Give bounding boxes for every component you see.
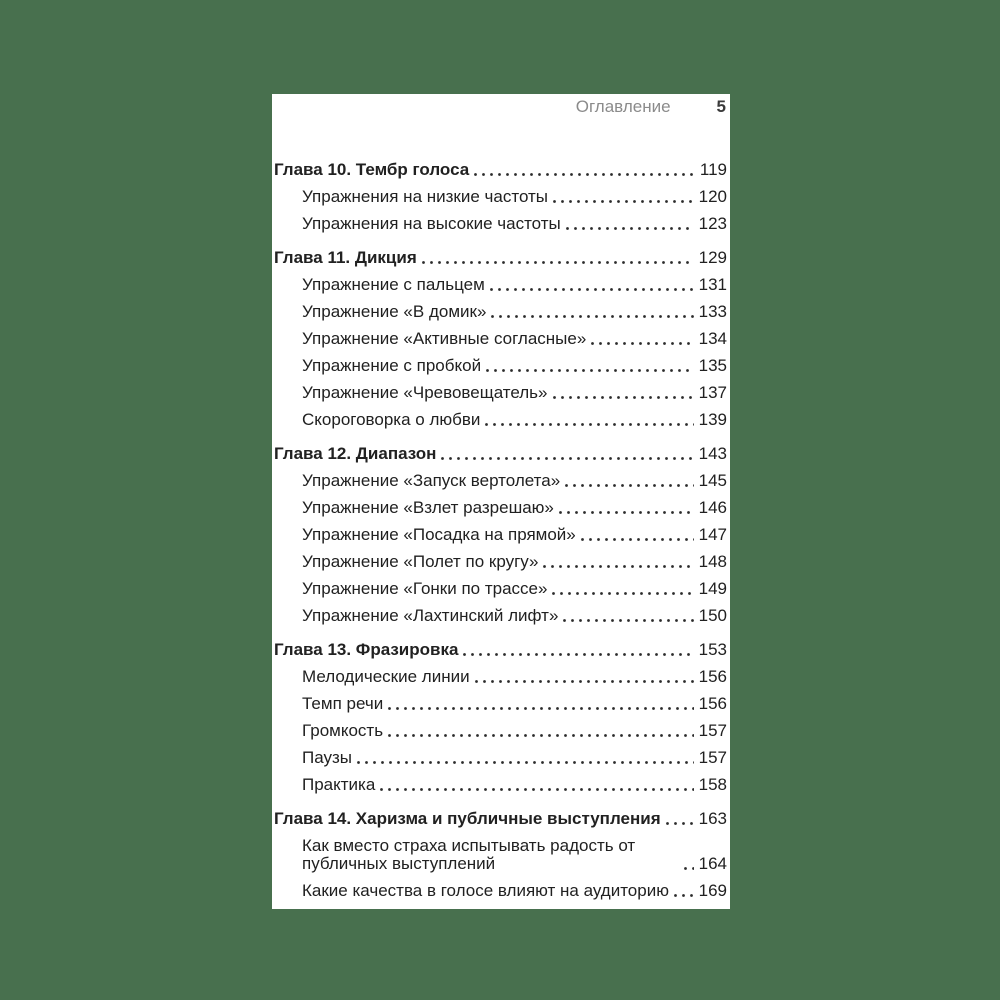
toc-entry-page-number: 153 <box>698 640 727 659</box>
toc-entry[interactable] <box>274 776 727 794</box>
toc-entry-label: Скороговорка о любви <box>302 410 481 429</box>
toc-entry-page-number: 149 <box>698 579 727 598</box>
dot-leader <box>357 761 694 764</box>
toc-entry[interactable] <box>274 722 727 740</box>
dot-leader <box>553 396 694 399</box>
dot-leader <box>474 173 695 176</box>
dot-leader <box>591 342 693 345</box>
toc-entry-page-number: 131 <box>698 275 727 294</box>
toc-entry-page-number: 134 <box>698 329 727 348</box>
toc-entry-page-number: 156 <box>698 667 727 686</box>
toc-entry-label: Как вместо страха испытывать радость от публичных выступлений <box>302 836 636 873</box>
toc-entry-label: Упражнение «Взлет разрешаю» <box>302 498 554 517</box>
dot-leader <box>463 653 693 656</box>
toc-entry-page-number: 169 <box>698 881 727 900</box>
toc-entry-page-number: 150 <box>698 606 727 625</box>
toc-entry-label: Какие качества в голосе влияют на аудиторию <box>302 881 669 900</box>
running-header <box>274 97 727 117</box>
toc-entry[interactable] <box>274 526 727 544</box>
toc-entry[interactable] <box>274 384 727 402</box>
dot-leader <box>666 822 694 825</box>
toc-entry-label: Упражнение «Посадка на прямой» <box>302 525 576 544</box>
dot-leader <box>490 288 694 291</box>
toc-entry-page-number: 147 <box>698 525 727 544</box>
running-header-title: Оглавление <box>575 97 671 116</box>
dot-leader <box>380 788 693 791</box>
toc-entry-label: Глава 11. Дикция <box>274 248 417 267</box>
toc-entry-page-number: 119 <box>699 160 727 179</box>
toc-entry-label: Упражнение «Полет по кругу» <box>302 552 539 571</box>
toc-entry-label: Упражнение «Лахтинский лифт» <box>302 606 559 625</box>
toc-entry[interactable] <box>274 641 727 659</box>
dot-leader <box>552 592 693 595</box>
toc-entry-label: Глава 13. Фразировка <box>274 640 459 659</box>
dot-leader <box>674 894 694 897</box>
toc-entry-label: Глава 12. Диапазон <box>274 444 437 463</box>
toc-page <box>272 94 730 909</box>
dot-leader <box>486 369 694 372</box>
toc-entry[interactable] <box>274 882 727 900</box>
toc-entry-page-number: 120 <box>698 187 727 206</box>
toc-entry[interactable] <box>274 215 727 233</box>
toc-entry[interactable] <box>274 580 727 598</box>
toc-entry-page-number: 129 <box>698 248 727 267</box>
toc-entry-label: Упражнения на низкие частоты <box>302 187 549 206</box>
toc-entry[interactable] <box>274 445 727 463</box>
dot-leader <box>475 680 694 683</box>
toc-entry-page-number: 148 <box>698 552 727 571</box>
toc-entry[interactable] <box>274 161 727 179</box>
toc-entry-label: Мелодические линии <box>302 667 470 686</box>
dot-leader <box>491 315 693 318</box>
toc-entry-label: Упражнение «Запуск вертолета» <box>302 471 561 490</box>
toc-entry-page-number: 156 <box>698 694 727 713</box>
toc-entry[interactable] <box>274 411 727 429</box>
toc-entry-label: Громкость <box>302 721 384 740</box>
toc-list <box>274 161 727 900</box>
toc-entry-label: Темп речи <box>302 694 384 713</box>
toc-entry-page-number: 158 <box>698 775 727 794</box>
toc-entry-page-number: 143 <box>698 444 727 463</box>
dot-leader <box>388 707 693 710</box>
toc-entry-page-number: 145 <box>698 471 727 490</box>
toc-entry-page-number: 157 <box>698 748 727 767</box>
toc-entry[interactable] <box>274 330 727 348</box>
dot-leader <box>441 457 693 460</box>
toc-entry-page-number: 146 <box>698 498 727 517</box>
dot-leader <box>563 619 693 622</box>
toc-entry-label: Практика <box>302 775 376 794</box>
toc-entry-page-number: 133 <box>698 302 727 321</box>
toc-entry[interactable] <box>274 303 727 321</box>
dot-leader <box>422 261 694 264</box>
toc-entry-label: Упражнения на высокие частоты <box>302 214 561 233</box>
toc-entry[interactable] <box>274 499 727 517</box>
toc-entry[interactable] <box>274 810 727 828</box>
toc-entry[interactable] <box>274 837 727 873</box>
toc-entry[interactable] <box>274 668 727 686</box>
toc-entry-page-number: 163 <box>698 809 727 828</box>
toc-entry[interactable] <box>274 276 727 294</box>
toc-entry[interactable] <box>274 188 727 206</box>
dot-leader <box>388 734 694 737</box>
running-header-page-number: 5 <box>716 97 726 116</box>
toc-entry-label: Глава 14. Харизма и публичные выступления <box>274 809 661 828</box>
toc-entry[interactable] <box>274 249 727 267</box>
dot-leader <box>566 227 694 230</box>
dot-leader <box>553 200 694 203</box>
dot-leader <box>684 867 694 870</box>
toc-entry[interactable] <box>274 607 727 625</box>
toc-entry[interactable] <box>274 749 727 767</box>
toc-entry-page-number: 135 <box>698 356 727 375</box>
toc-entry-page-number: 137 <box>698 383 727 402</box>
dot-leader <box>485 423 693 426</box>
dot-leader <box>543 565 693 568</box>
toc-entry-label: Упражнение «Активные согласные» <box>302 329 587 348</box>
dot-leader <box>581 538 694 541</box>
toc-entry-label: Упражнение «Чревовещатель» <box>302 383 548 402</box>
toc-entry[interactable] <box>274 357 727 375</box>
toc-entry-label: Глава 10. Тембр голоса <box>274 160 470 179</box>
toc-entry[interactable] <box>274 695 727 713</box>
toc-entry-label: Паузы <box>302 748 352 767</box>
toc-entry-label: Упражнение с пальцем <box>302 275 485 294</box>
toc-entry-label: Упражнение с пробкой <box>302 356 482 375</box>
dot-leader <box>559 511 694 514</box>
toc-entry-page-number: 157 <box>698 721 727 740</box>
toc-entry-label: Упражнение «В домик» <box>302 302 487 321</box>
toc-entry[interactable] <box>274 472 727 490</box>
toc-entry-label: Упражнение «Гонки по трассе» <box>302 579 548 598</box>
dot-leader <box>565 484 693 487</box>
toc-entry-page-number: 123 <box>698 214 727 233</box>
toc-entry-page-number: 139 <box>698 410 727 429</box>
toc-entry-page-number: 164 <box>698 854 727 873</box>
toc-entry[interactable] <box>274 553 727 571</box>
